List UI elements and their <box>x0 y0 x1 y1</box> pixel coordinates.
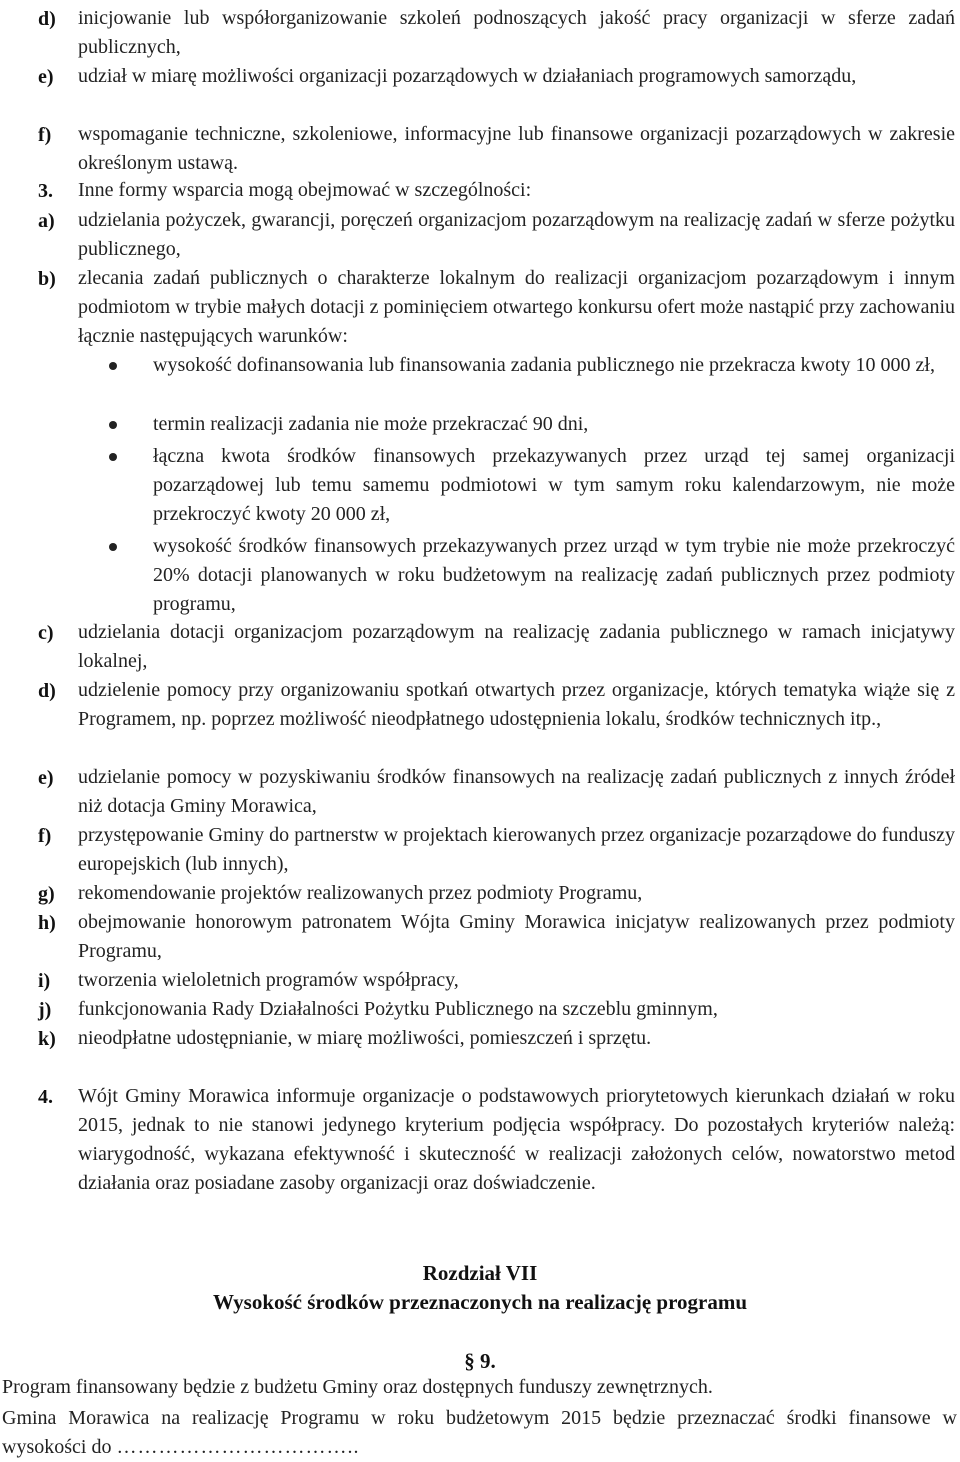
list-item-j-text: funkcjonowania Rady Działalności Pożytku Publicznego na szczeblu gminnym, <box>78 998 718 1020</box>
list-item-g-text: rekomendowanie projektów realizowanych przez podmioty Programu, <box>78 882 643 904</box>
list-label-d2: d) <box>38 680 56 702</box>
bullet-item-4: wysokość środków finansowych przekazywanych przez urząd w tym trybie nie może przekroczyć 20% dotacji planowanych w roku budżetowym na realizację zadań publicznych przez podmioty programu, <box>153 535 955 615</box>
section-number-4: 4. <box>38 1086 53 1108</box>
list-item-i-text: tworzenia wieloletnich programów współpracy, <box>78 969 459 991</box>
list-label-a: a) <box>38 210 55 232</box>
list-label-b: b) <box>38 268 56 290</box>
list-label-f: f) <box>38 124 52 146</box>
list-label-k: k) <box>38 1028 56 1050</box>
section-number-3: 3. <box>38 180 53 202</box>
bullet-item-1: wysokość dofinansowania lub finansowania zadania publicznego nie przekracza kwoty 10 000 zł, <box>153 354 935 376</box>
list-label-i: i) <box>38 970 51 992</box>
list-item-f2-text: przystępowanie Gminy do partnerstw w projektach kierowanych przez organizacje pozarządowe do funduszy europejskich (lub innych), <box>78 824 955 875</box>
list-label-e: e) <box>38 66 54 88</box>
list-label-c: c) <box>38 622 54 644</box>
bullet-dot <box>109 421 117 429</box>
list-item-e-text: udział w miarę możliwości organizacji pozarządowych w działaniach programowych samorządu, <box>78 65 857 87</box>
list-item-f-text: wspomaganie techniczne, szkoleniowe, informacyjne lub finansowe organizacji pozarządowych w zakresie określonym ustawą. <box>78 123 955 174</box>
list-item-a-text: udzielania pożyczek, gwarancji, poręczeń organizacjom pozarządowym na realizację zadań w sferze pożytku publicznego, <box>78 209 955 260</box>
list-label-d: d) <box>38 8 56 30</box>
list-item-d-text: inicjowanie lub współorganizowanie szkoleń podnoszących jakość pracy organizacji w sferze zadań publicznych, <box>78 7 955 58</box>
list-item-k-text: nieodpłatne udostępnianie, w miarę możliwości, pomieszczeń i sprzętu. <box>78 1027 652 1049</box>
bullet-dot <box>109 543 117 551</box>
blank-amount-dots: …………………………….. <box>116 1436 360 1458</box>
bullet-dot <box>109 453 117 461</box>
paragraph-number: § 9. <box>464 1349 496 1373</box>
list-label-e2: e) <box>38 767 54 789</box>
closing-line-2 <box>2 1404 957 1462</box>
bullet-item-2: termin realizacji zadania nie może przekraczać 90 dni, <box>153 413 589 435</box>
list-label-f2: f) <box>38 825 52 847</box>
closing-line-2-text: Gmina Morawica na realizację Programu w roku budżetowym 2015 będzie przeznaczać środki finansowe w wysokości do <box>2 1407 957 1458</box>
chapter-subtitle: Wysokość środków przeznaczonych na realizację programu <box>212 1290 748 1314</box>
closing-line-1: Program finansowany będzie z budżetu Gminy oraz dostępnych funduszy zewnętrznych. <box>2 1376 713 1398</box>
bullet-dot <box>109 362 117 370</box>
list-item-c-text: udzielania dotacji organizacjom pozarządowym na realizację zadania publicznego w ramach inicjatywy lokalnej, <box>78 621 955 672</box>
chapter-title: Rozdział VII <box>422 1261 538 1285</box>
list-label-j: j) <box>38 999 52 1021</box>
list-item-h-text: obejmowanie honorowym patronatem Wójta Gminy Morawica inicjatyw realizowanych przez podmioty Programu, <box>78 911 955 962</box>
section-4-text: Wójt Gminy Morawica informuje organizacje o podstawowych priorytetowych kierunkach działań w roku 2015, jednak to nie stanowi jedynego kryterium podjęcia współpracy. Do pozostałych kryteriów należą: wiarygodność, wykazana efektywność i skuteczność w realizacji założonych celów, nowatorstwo metod działania oraz posiadane zasoby organizacji oraz doświadczenie. <box>78 1085 955 1194</box>
list-label-g: g) <box>38 883 55 905</box>
list-item-b-text: zlecania zadań publicznych o charakterze lokalnym do realizacji organizacjom pozarządowym i innym podmiotom w trybie małych dotacji z pominięciem otwartego konkursu ofert może nastąpić przy zachowaniu łącznie następujących warunków: <box>78 267 955 347</box>
list-label-h: h) <box>38 912 56 934</box>
bullet-item-3: łączna kwota środków finansowych przekazywanych przez urząd tej samej organizacji pozarządowej lub temu samemu podmiotowi w tym samym roku kalendarzowym, nie może przekroczyć kwoty 20 000 zł, <box>153 445 955 525</box>
list-item-e2-text: udzielanie pomocy w pozyskiwaniu środków finansowych na realizację zadań publicznych z innych źródeł niż dotacja Gminy Morawica, <box>78 766 955 817</box>
list-item-d2-text: udzielenie pomocy przy organizowaniu spotkań otwartych przez organizacje, których tematyka wiąże się z Programem, np. poprzez możliwość nieodpłatnego udostępnienia lokalu, środków technicznych itp., <box>78 679 955 730</box>
section-3-intro: Inne formy wsparcia mogą obejmować w szczególności: <box>78 179 532 201</box>
